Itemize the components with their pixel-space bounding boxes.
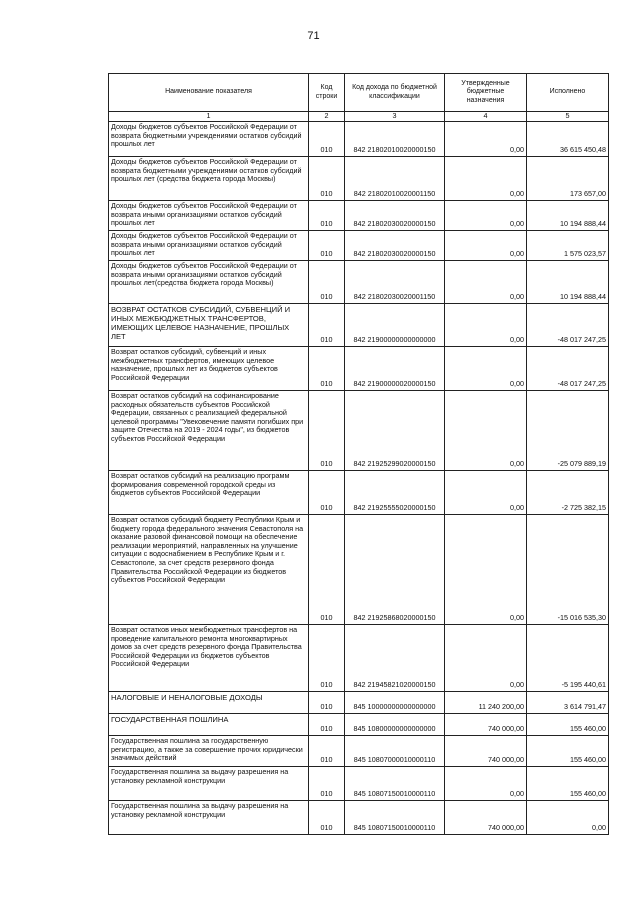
row-name: Государственная пошлина за государственную регистрацию, а также за совершение прочих юридически значимых действий bbox=[109, 736, 309, 767]
row-approved: 740 000,00 bbox=[445, 714, 527, 736]
row-code: 010 bbox=[309, 304, 345, 347]
row-approved: 11 240 200,00 bbox=[445, 692, 527, 714]
row-executed: 155 460,00 bbox=[527, 714, 609, 736]
row-code: 010 bbox=[309, 471, 345, 515]
row-name: ВОЗВРАТ ОСТАТКОВ СУБСИДИЙ, СУБВЕНЦИЙ И ИНЫХ МЕЖБЮДЖЕТНЫХ ТРАНСФЕРТОВ, ИМЕЮЩИХ ЦЕЛЕВОЕ НАЗНАЧЕНИЕ, ПРОШЛЫХ ЛЕТ bbox=[109, 304, 309, 347]
row-name: Доходы бюджетов субъектов Российской Федерации от возврата иными организациями остатков субсидий прошлых лет bbox=[109, 231, 309, 261]
column-number: 1 bbox=[109, 112, 309, 122]
row-kbk: 842 21945821020000150 bbox=[345, 625, 445, 692]
row-kbk: 842 21802030020001150 bbox=[345, 261, 445, 304]
table-row bbox=[109, 471, 609, 515]
row-name: Государственная пошлина за выдачу разрешения на установку рекламной конструкции bbox=[109, 801, 309, 835]
row-executed: -5 195 440,61 bbox=[527, 625, 609, 692]
table-row bbox=[109, 391, 609, 471]
row-code: 010 bbox=[309, 231, 345, 261]
row-approved: 0,00 bbox=[445, 515, 527, 625]
row-executed: 10 194 888,44 bbox=[527, 201, 609, 231]
row-code: 010 bbox=[309, 767, 345, 801]
table-row bbox=[109, 157, 609, 201]
header-kbk: Код дохода по бюджетной классификации bbox=[345, 74, 445, 112]
row-approved: 740 000,00 bbox=[445, 801, 527, 835]
row-executed: 155 460,00 bbox=[527, 736, 609, 767]
column-number: 2 bbox=[309, 112, 345, 122]
table-row bbox=[109, 692, 609, 714]
row-approved: 0,00 bbox=[445, 767, 527, 801]
row-code: 010 bbox=[309, 714, 345, 736]
table-row bbox=[109, 304, 609, 347]
row-code: 010 bbox=[309, 736, 345, 767]
row-kbk: 842 21802010020001150 bbox=[345, 157, 445, 201]
row-code: 010 bbox=[309, 157, 345, 201]
row-name: НАЛОГОВЫЕ И НЕНАЛОГОВЫЕ ДОХОДЫ bbox=[109, 692, 309, 714]
row-kbk: 842 21925868020000150 bbox=[345, 515, 445, 625]
row-approved: 0,00 bbox=[445, 231, 527, 261]
row-approved: 0,00 bbox=[445, 261, 527, 304]
row-kbk: 845 10807150010000110 bbox=[345, 767, 445, 801]
column-number-row bbox=[109, 112, 609, 122]
table-row bbox=[109, 625, 609, 692]
row-executed: 0,00 bbox=[527, 801, 609, 835]
table-row bbox=[109, 231, 609, 261]
row-name: ГОСУДАРСТВЕННАЯ ПОШЛИНА bbox=[109, 714, 309, 736]
header-executed: Исполнено bbox=[527, 74, 609, 112]
row-approved: 0,00 bbox=[445, 391, 527, 471]
row-approved: 0,00 bbox=[445, 157, 527, 201]
row-approved: 0,00 bbox=[445, 625, 527, 692]
row-executed: -48 017 247,25 bbox=[527, 304, 609, 347]
header-row bbox=[109, 74, 609, 112]
row-approved: 0,00 bbox=[445, 347, 527, 391]
row-name: Возврат остатков субсидий бюджету Республики Крым и бюджету города федерального значения Севастополя на оказание разовой финансовой помощи на обеспечение реализации мероприятий, направленных на улучшение ситуации с водоснабжением в Республике Крым и г. Севастополе, за счет средств резервного фонда Правительства Российской Федерации из бюджетов субъектов Российской Федерации bbox=[109, 515, 309, 625]
row-code: 010 bbox=[309, 515, 345, 625]
row-approved: 740 000,00 bbox=[445, 736, 527, 767]
header-approved: Утвержденные бюджетные назначения bbox=[445, 74, 527, 112]
row-kbk: 842 21900000000000000 bbox=[345, 304, 445, 347]
row-name: Возврат остатков субсидий на реализацию программ формирования современной городской среды из бюджетов субъектов Российской Федерации bbox=[109, 471, 309, 515]
row-code: 010 bbox=[309, 801, 345, 835]
column-number: 3 bbox=[345, 112, 445, 122]
row-code: 010 bbox=[309, 692, 345, 714]
column-number: 5 bbox=[527, 112, 609, 122]
row-executed: -2 725 382,15 bbox=[527, 471, 609, 515]
row-executed: -25 079 889,19 bbox=[527, 391, 609, 471]
row-code: 010 bbox=[309, 625, 345, 692]
report-table bbox=[108, 73, 609, 835]
row-kbk: 842 21802030020000150 bbox=[345, 231, 445, 261]
row-approved: 0,00 bbox=[445, 201, 527, 231]
row-executed: 173 657,00 bbox=[527, 157, 609, 201]
row-kbk: 842 21802030020000150 bbox=[345, 201, 445, 231]
table-row bbox=[109, 767, 609, 801]
row-kbk: 842 21900000020000150 bbox=[345, 347, 445, 391]
row-code: 010 bbox=[309, 261, 345, 304]
table-row bbox=[109, 201, 609, 231]
table-row bbox=[109, 736, 609, 767]
row-code: 010 bbox=[309, 122, 345, 157]
table-row bbox=[109, 515, 609, 625]
row-code: 010 bbox=[309, 391, 345, 471]
row-executed: 1 575 023,57 bbox=[527, 231, 609, 261]
row-approved: 0,00 bbox=[445, 122, 527, 157]
row-name: Доходы бюджетов субъектов Российской Федерации от возврата бюджетными учреждениями остатков субсидий прошлых лет bbox=[109, 122, 309, 157]
table-row bbox=[109, 122, 609, 157]
row-name: Возврат остатков субсидий, субвенций и иных межбюджетных трансфертов, имеющих целевое назначение, прошлых лет из бюджетов субъектов Российской Федерации bbox=[109, 347, 309, 391]
row-name: Доходы бюджетов субъектов Российской Федерации от возврата иными организациями остатков субсидий прошлых лет(средства бюджета города Москвы) bbox=[109, 261, 309, 304]
row-executed: 3 614 791,47 bbox=[527, 692, 609, 714]
row-name: Возврат остатков субсидий на софинансирование расходных обязательств субъектов Российской Федерации, связанных с реализацией федеральной целевой программы "Увековечение памяти погибших при защите Отечества на 2019 - 2024 годы", из бюджетов субъектов Российской Федерации bbox=[109, 391, 309, 471]
header-code: Код строки bbox=[309, 74, 345, 112]
row-kbk: 845 10000000000000000 bbox=[345, 692, 445, 714]
row-code: 010 bbox=[309, 347, 345, 391]
page-number: 71 bbox=[307, 30, 320, 42]
row-executed: -48 017 247,25 bbox=[527, 347, 609, 391]
row-executed: 10 194 888,44 bbox=[527, 261, 609, 304]
table-row bbox=[109, 347, 609, 391]
row-kbk: 845 10807000010000110 bbox=[345, 736, 445, 767]
row-executed: 155 460,00 bbox=[527, 767, 609, 801]
row-approved: 0,00 bbox=[445, 304, 527, 347]
header-name: Наименование показателя bbox=[109, 74, 309, 112]
row-kbk: 845 10800000000000000 bbox=[345, 714, 445, 736]
row-kbk: 842 21925555020000150 bbox=[345, 471, 445, 515]
row-kbk: 842 21925299020000150 bbox=[345, 391, 445, 471]
table-row bbox=[109, 801, 609, 835]
table-row bbox=[109, 261, 609, 304]
row-code: 010 bbox=[309, 201, 345, 231]
row-approved: 0,00 bbox=[445, 471, 527, 515]
row-executed: -15 016 535,30 bbox=[527, 515, 609, 625]
row-name: Доходы бюджетов субъектов Российской Федерации от возврата иными организациями остатков субсидий прошлых лет bbox=[109, 201, 309, 231]
row-kbk: 842 21802010020000150 bbox=[345, 122, 445, 157]
table-row bbox=[109, 714, 609, 736]
row-name: Доходы бюджетов субъектов Российской Федерации от возврата бюджетными учреждениями остатков субсидий прошлых лет (средства бюджета города Москвы) bbox=[109, 157, 309, 201]
row-kbk: 845 10807150010000110 bbox=[345, 801, 445, 835]
row-executed: 36 615 450,48 bbox=[527, 122, 609, 157]
row-name: Возврат остатков иных межбюджетных трансфертов на проведение капитального ремонта многоквартирных домов за счет средств резервного фонда Правительства Российской Федерации из бюджетов субъектов Российской Федерации bbox=[109, 625, 309, 692]
column-number: 4 bbox=[445, 112, 527, 122]
row-name: Государственная пошлина за выдачу разрешения на установку рекламной конструкции bbox=[109, 767, 309, 801]
